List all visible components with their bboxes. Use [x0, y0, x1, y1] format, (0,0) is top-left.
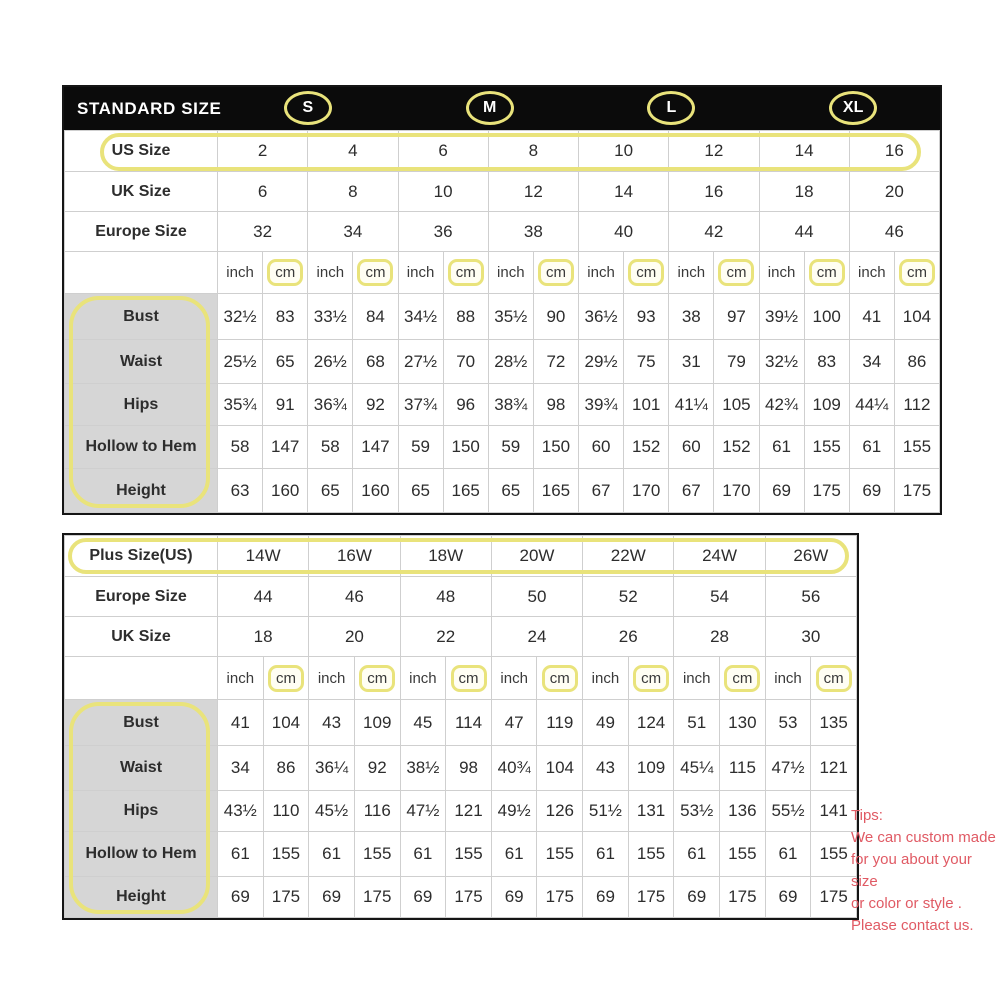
- measure-value-cell: 175: [537, 877, 583, 918]
- measure-value-cell: 83: [263, 294, 308, 340]
- size-header-row: [65, 131, 940, 172]
- measure-value-cell: 69: [759, 469, 804, 513]
- measure-value-cell: 96: [443, 384, 488, 426]
- unit-cm-cell: [628, 657, 674, 700]
- measure-value-cell: 88: [443, 294, 488, 340]
- measure-value-cell: 38: [669, 294, 714, 340]
- size-value-cell: 18W: [400, 536, 491, 577]
- row-label: Hips: [65, 384, 218, 426]
- unit-inch-cell: inch: [218, 252, 263, 294]
- measure-row: [65, 746, 857, 791]
- measure-value-cell: 47½: [765, 746, 811, 791]
- measure-value-cell: 92: [354, 746, 400, 791]
- size-value-cell: 52: [583, 577, 674, 617]
- size-value-cell: 32: [218, 212, 308, 252]
- measure-value-cell: 86: [263, 746, 309, 791]
- measure-value-cell: 47: [491, 700, 537, 746]
- measure-value-cell: 35¾: [218, 384, 263, 426]
- measure-row: [65, 426, 940, 469]
- unit-inch-cell: inch: [765, 657, 811, 700]
- size-value-cell: 20: [309, 617, 400, 657]
- measure-value-cell: 36¼: [309, 746, 355, 791]
- measure-value-cell: 67: [579, 469, 624, 513]
- size-value-cell: 14W: [218, 536, 309, 577]
- measure-value-cell: 165: [443, 469, 488, 513]
- measure-value-cell: 160: [263, 469, 308, 513]
- unit-inch-cell: inch: [674, 657, 720, 700]
- size-value-cell: 22W: [583, 536, 674, 577]
- unit-inch-cell: inch: [218, 657, 264, 700]
- measure-value-cell: 124: [628, 700, 674, 746]
- measure-value-cell: 170: [624, 469, 669, 513]
- measure-row: [65, 469, 940, 513]
- standard-size-grid: [64, 130, 940, 513]
- size-value-cell: 20W: [491, 536, 582, 577]
- measure-value-cell: 36¾: [308, 384, 353, 426]
- size-value-cell: 16W: [309, 536, 400, 577]
- unit-cm-cell: [804, 252, 849, 294]
- measure-value-cell: 61: [849, 426, 894, 469]
- measure-value-cell: 59: [398, 426, 443, 469]
- size-value-cell: 34: [308, 212, 398, 252]
- measure-value-cell: 61: [309, 832, 355, 877]
- measure-value-cell: 155: [354, 832, 400, 877]
- measure-row: [65, 294, 940, 340]
- cm-highlight-box: cm: [359, 665, 395, 692]
- measure-value-cell: 155: [804, 426, 849, 469]
- row-label: Height: [65, 877, 218, 918]
- size-value-cell: 26: [583, 617, 674, 657]
- measure-value-cell: 175: [354, 877, 400, 918]
- measure-value-cell: 51½: [583, 791, 629, 832]
- measure-value-cell: 150: [533, 426, 578, 469]
- tips-title: Tips:: [851, 807, 883, 824]
- size-value-cell: 8: [488, 131, 578, 172]
- cm-highlight-box: cm: [448, 259, 484, 286]
- measure-value-cell: 29½: [579, 340, 624, 384]
- row-label: Hips: [65, 791, 218, 832]
- row-label: Hollow to Hem: [65, 832, 218, 877]
- size-circle-l: L: [647, 91, 695, 125]
- measure-value-cell: 121: [811, 746, 857, 791]
- measure-value-cell: 41: [218, 700, 264, 746]
- measure-value-cell: 131: [628, 791, 674, 832]
- unit-inch-cell: inch: [579, 252, 624, 294]
- size-value-cell: 40: [579, 212, 669, 252]
- measure-value-cell: 69: [491, 877, 537, 918]
- unit-cm-cell: [811, 657, 857, 700]
- size-value-cell: 36: [398, 212, 488, 252]
- measure-value-cell: 150: [443, 426, 488, 469]
- row-label: Hollow to Hem: [65, 426, 218, 469]
- measure-value-cell: 27½: [398, 340, 443, 384]
- measure-value-cell: 152: [714, 426, 759, 469]
- standard-size-title: STANDARD SIZE: [77, 98, 222, 118]
- measure-value-cell: 98: [533, 384, 578, 426]
- size-value-cell: 12: [488, 172, 578, 212]
- cm-highlight-box: cm: [267, 259, 303, 286]
- measure-value-cell: 152: [624, 426, 669, 469]
- measure-value-cell: 61: [674, 832, 720, 877]
- measure-value-cell: 104: [894, 294, 939, 340]
- tips-note: [851, 805, 1000, 937]
- measure-value-cell: 155: [446, 832, 492, 877]
- measure-value-cell: 43: [583, 746, 629, 791]
- measure-value-cell: 39½: [759, 294, 804, 340]
- measure-value-cell: 110: [263, 791, 309, 832]
- measure-value-cell: 53½: [674, 791, 720, 832]
- size-value-cell: 50: [491, 577, 582, 617]
- size-circle-m: M: [466, 91, 514, 125]
- measure-value-cell: 26½: [308, 340, 353, 384]
- measure-value-cell: 147: [353, 426, 398, 469]
- measure-value-cell: 69: [765, 877, 811, 918]
- measure-value-cell: 175: [628, 877, 674, 918]
- measure-value-cell: 70: [443, 340, 488, 384]
- size-value-cell: 24: [491, 617, 582, 657]
- size-value-cell: 46: [309, 577, 400, 617]
- measure-value-cell: 25½: [218, 340, 263, 384]
- measure-value-cell: 100: [804, 294, 849, 340]
- measure-value-cell: 44¼: [849, 384, 894, 426]
- unit-inch-cell: inch: [491, 657, 537, 700]
- unit-inch-cell: inch: [583, 657, 629, 700]
- measure-value-cell: 34: [218, 746, 264, 791]
- size-value-cell: 30: [765, 617, 856, 657]
- measure-value-cell: 51: [674, 700, 720, 746]
- unit-cm-cell: [720, 657, 766, 700]
- measure-row: [65, 832, 857, 877]
- measure-value-cell: 69: [218, 877, 264, 918]
- measure-value-cell: 136: [720, 791, 766, 832]
- measure-value-cell: 93: [624, 294, 669, 340]
- size-value-cell: 16: [669, 172, 759, 212]
- measure-value-cell: 86: [894, 340, 939, 384]
- measure-value-cell: 31: [669, 340, 714, 384]
- measure-value-cell: 61: [218, 832, 264, 877]
- size-value-cell: 28: [674, 617, 765, 657]
- measure-value-cell: 75: [624, 340, 669, 384]
- measure-value-cell: 170: [714, 469, 759, 513]
- measure-value-cell: 42¾: [759, 384, 804, 426]
- measure-value-cell: 79: [714, 340, 759, 384]
- size-value-cell: 24W: [674, 536, 765, 577]
- measure-value-cell: 34½: [398, 294, 443, 340]
- cm-highlight-box: cm: [899, 259, 935, 286]
- measure-value-cell: 32½: [759, 340, 804, 384]
- unit-inch-cell: inch: [488, 252, 533, 294]
- measure-value-cell: 45½: [309, 791, 355, 832]
- measure-value-cell: 114: [446, 700, 492, 746]
- measure-value-cell: 155: [628, 832, 674, 877]
- cm-highlight-box: cm: [718, 259, 754, 286]
- tips-line: for you about your size: [851, 851, 972, 890]
- size-value-cell: 26W: [765, 536, 856, 577]
- size-value-cell: 14: [759, 131, 849, 172]
- measure-value-cell: 155: [537, 832, 583, 877]
- measure-value-cell: 155: [811, 832, 857, 877]
- measure-value-cell: 175: [811, 877, 857, 918]
- unit-cm-cell: [714, 252, 759, 294]
- measure-value-cell: 109: [354, 700, 400, 746]
- row-label: Europe Size: [65, 212, 218, 252]
- unit-cm-cell: [263, 252, 308, 294]
- measure-value-cell: 109: [804, 384, 849, 426]
- measure-value-cell: 53: [765, 700, 811, 746]
- row-label: Europe Size: [65, 577, 218, 617]
- size-value-cell: 4: [308, 131, 398, 172]
- size-value-cell: 12: [669, 131, 759, 172]
- measure-value-cell: 98: [446, 746, 492, 791]
- unit-cm-cell: [354, 657, 400, 700]
- measure-value-cell: 104: [263, 700, 309, 746]
- measure-value-cell: 175: [804, 469, 849, 513]
- size-value-cell: 6: [218, 172, 308, 212]
- measure-value-cell: 175: [263, 877, 309, 918]
- measure-value-cell: 60: [669, 426, 714, 469]
- unit-row: [65, 252, 940, 294]
- row-label: UK Size: [65, 172, 218, 212]
- measure-value-cell: 45: [400, 700, 446, 746]
- row-label: US Size: [65, 131, 218, 172]
- standard-size-table: [62, 85, 942, 515]
- tips-line: Please contact us.: [851, 917, 974, 934]
- measure-value-cell: 83: [804, 340, 849, 384]
- cm-highlight-box: cm: [809, 259, 845, 286]
- plus-size-grid: [64, 535, 857, 918]
- unit-inch-cell: inch: [759, 252, 804, 294]
- measure-value-cell: 65: [488, 469, 533, 513]
- measure-value-cell: 38½: [400, 746, 446, 791]
- measure-value-cell: 175: [446, 877, 492, 918]
- row-label: Bust: [65, 700, 218, 746]
- size-header-row: [65, 617, 857, 657]
- measure-value-cell: 175: [894, 469, 939, 513]
- plus-size-table: [62, 533, 859, 920]
- measure-value-cell: 119: [537, 700, 583, 746]
- measure-value-cell: 121: [446, 791, 492, 832]
- measure-row: [65, 877, 857, 918]
- measure-value-cell: 101: [624, 384, 669, 426]
- size-header-row: [65, 172, 940, 212]
- measure-value-cell: 175: [720, 877, 766, 918]
- measure-value-cell: 61: [765, 832, 811, 877]
- size-value-cell: 10: [579, 131, 669, 172]
- cm-highlight-box: cm: [816, 665, 852, 692]
- measure-value-cell: 61: [583, 832, 629, 877]
- measure-value-cell: 55½: [765, 791, 811, 832]
- size-value-cell: 56: [765, 577, 856, 617]
- measure-value-cell: 63: [218, 469, 263, 513]
- measure-value-cell: 69: [583, 877, 629, 918]
- unit-inch-cell: inch: [308, 252, 353, 294]
- measure-value-cell: 58: [218, 426, 263, 469]
- measure-value-cell: 147: [263, 426, 308, 469]
- measure-value-cell: 36½: [579, 294, 624, 340]
- measure-value-cell: 59: [488, 426, 533, 469]
- unit-cm-cell: [443, 252, 488, 294]
- row-label: Waist: [65, 746, 218, 791]
- unit-cm-cell: [263, 657, 309, 700]
- measure-value-cell: 160: [353, 469, 398, 513]
- unit-inch-cell: inch: [669, 252, 714, 294]
- measure-value-cell: 34: [849, 340, 894, 384]
- cm-highlight-box: cm: [628, 259, 664, 286]
- size-value-cell: 20: [849, 172, 939, 212]
- empty-corner-cell: [65, 657, 218, 700]
- measure-value-cell: 43½: [218, 791, 264, 832]
- measure-value-cell: 115: [720, 746, 766, 791]
- size-value-cell: 6: [398, 131, 488, 172]
- measure-value-cell: 116: [354, 791, 400, 832]
- measure-value-cell: 126: [537, 791, 583, 832]
- unit-inch-cell: inch: [849, 252, 894, 294]
- cm-highlight-box: cm: [724, 665, 760, 692]
- measure-value-cell: 38¾: [488, 384, 533, 426]
- unit-cm-cell: [537, 657, 583, 700]
- measure-value-cell: 155: [263, 832, 309, 877]
- measure-value-cell: 135: [811, 700, 857, 746]
- size-value-cell: 46: [849, 212, 939, 252]
- measure-value-cell: 105: [714, 384, 759, 426]
- measure-value-cell: 60: [579, 426, 624, 469]
- size-value-cell: 8: [308, 172, 398, 212]
- size-value-cell: 10: [398, 172, 488, 212]
- cm-highlight-box: cm: [633, 665, 669, 692]
- measure-row: [65, 384, 940, 426]
- size-header-row: [65, 212, 940, 252]
- unit-cm-cell: [353, 252, 398, 294]
- measure-value-cell: 61: [759, 426, 804, 469]
- size-value-cell: 54: [674, 577, 765, 617]
- cm-highlight-box: cm: [357, 259, 393, 286]
- size-value-cell: 18: [759, 172, 849, 212]
- row-label: Waist: [65, 340, 218, 384]
- tips-line: We can custom made: [851, 829, 996, 846]
- measure-value-cell: 32½: [218, 294, 263, 340]
- measure-value-cell: 40¾: [491, 746, 537, 791]
- size-value-cell: 42: [669, 212, 759, 252]
- cm-highlight-box: cm: [268, 665, 304, 692]
- size-circle-s: S: [284, 91, 332, 125]
- measure-value-cell: 41: [849, 294, 894, 340]
- row-label: UK Size: [65, 617, 218, 657]
- measure-value-cell: 67: [669, 469, 714, 513]
- measure-value-cell: 155: [720, 832, 766, 877]
- measure-value-cell: 43: [309, 700, 355, 746]
- measure-value-cell: 65: [308, 469, 353, 513]
- size-value-cell: 44: [218, 577, 309, 617]
- unit-cm-cell: [894, 252, 939, 294]
- measure-value-cell: 90: [533, 294, 578, 340]
- measure-value-cell: 61: [400, 832, 446, 877]
- measure-value-cell: 65: [398, 469, 443, 513]
- measure-value-cell: 69: [849, 469, 894, 513]
- unit-cm-cell: [624, 252, 669, 294]
- measure-value-cell: 49: [583, 700, 629, 746]
- row-label: Bust: [65, 294, 218, 340]
- cm-highlight-box: cm: [542, 665, 578, 692]
- measure-value-cell: 47½: [400, 791, 446, 832]
- row-label: Height: [65, 469, 218, 513]
- measure-value-cell: 39¾: [579, 384, 624, 426]
- measure-value-cell: 92: [353, 384, 398, 426]
- size-value-cell: 16: [849, 131, 939, 172]
- measure-value-cell: 61: [491, 832, 537, 877]
- size-header-row: [65, 577, 857, 617]
- empty-corner-cell: [65, 252, 218, 294]
- measure-value-cell: 112: [894, 384, 939, 426]
- measure-value-cell: 65: [263, 340, 308, 384]
- size-value-cell: 2: [218, 131, 308, 172]
- measure-value-cell: 155: [894, 426, 939, 469]
- measure-value-cell: 37¾: [398, 384, 443, 426]
- measure-value-cell: 69: [674, 877, 720, 918]
- size-header-row: [65, 536, 857, 577]
- measure-value-cell: 58: [308, 426, 353, 469]
- measure-value-cell: 84: [353, 294, 398, 340]
- size-circle-xl: XL: [829, 91, 877, 125]
- size-value-cell: 48: [400, 577, 491, 617]
- measure-value-cell: 68: [353, 340, 398, 384]
- measure-value-cell: 97: [714, 294, 759, 340]
- measure-value-cell: 72: [533, 340, 578, 384]
- unit-cm-cell: [446, 657, 492, 700]
- measure-value-cell: 130: [720, 700, 766, 746]
- unit-cm-cell: [533, 252, 578, 294]
- measure-value-cell: 49½: [491, 791, 537, 832]
- measure-value-cell: 109: [628, 746, 674, 791]
- measure-row: [65, 700, 857, 746]
- size-value-cell: 38: [488, 212, 578, 252]
- measure-value-cell: 104: [537, 746, 583, 791]
- tips-line: or color or style .: [851, 895, 962, 912]
- size-value-cell: 22: [400, 617, 491, 657]
- measure-value-cell: 69: [309, 877, 355, 918]
- cm-highlight-box: cm: [451, 665, 487, 692]
- measure-row: [65, 340, 940, 384]
- measure-value-cell: 41¼: [669, 384, 714, 426]
- measure-value-cell: 35½: [488, 294, 533, 340]
- measure-value-cell: 141: [811, 791, 857, 832]
- size-value-cell: 18: [218, 617, 309, 657]
- unit-row: [65, 657, 857, 700]
- measure-value-cell: 28½: [488, 340, 533, 384]
- unit-inch-cell: inch: [400, 657, 446, 700]
- size-value-cell: 44: [759, 212, 849, 252]
- measure-value-cell: 33½: [308, 294, 353, 340]
- measure-value-cell: 45¼: [674, 746, 720, 791]
- unit-inch-cell: inch: [309, 657, 355, 700]
- unit-inch-cell: inch: [398, 252, 443, 294]
- row-label: Plus Size(US): [65, 536, 218, 577]
- size-value-cell: 14: [579, 172, 669, 212]
- measure-value-cell: 69: [400, 877, 446, 918]
- cm-highlight-box: cm: [538, 259, 574, 286]
- standard-size-header-bar: [64, 87, 940, 130]
- measure-row: [65, 791, 857, 832]
- measure-value-cell: 91: [263, 384, 308, 426]
- measure-value-cell: 165: [533, 469, 578, 513]
